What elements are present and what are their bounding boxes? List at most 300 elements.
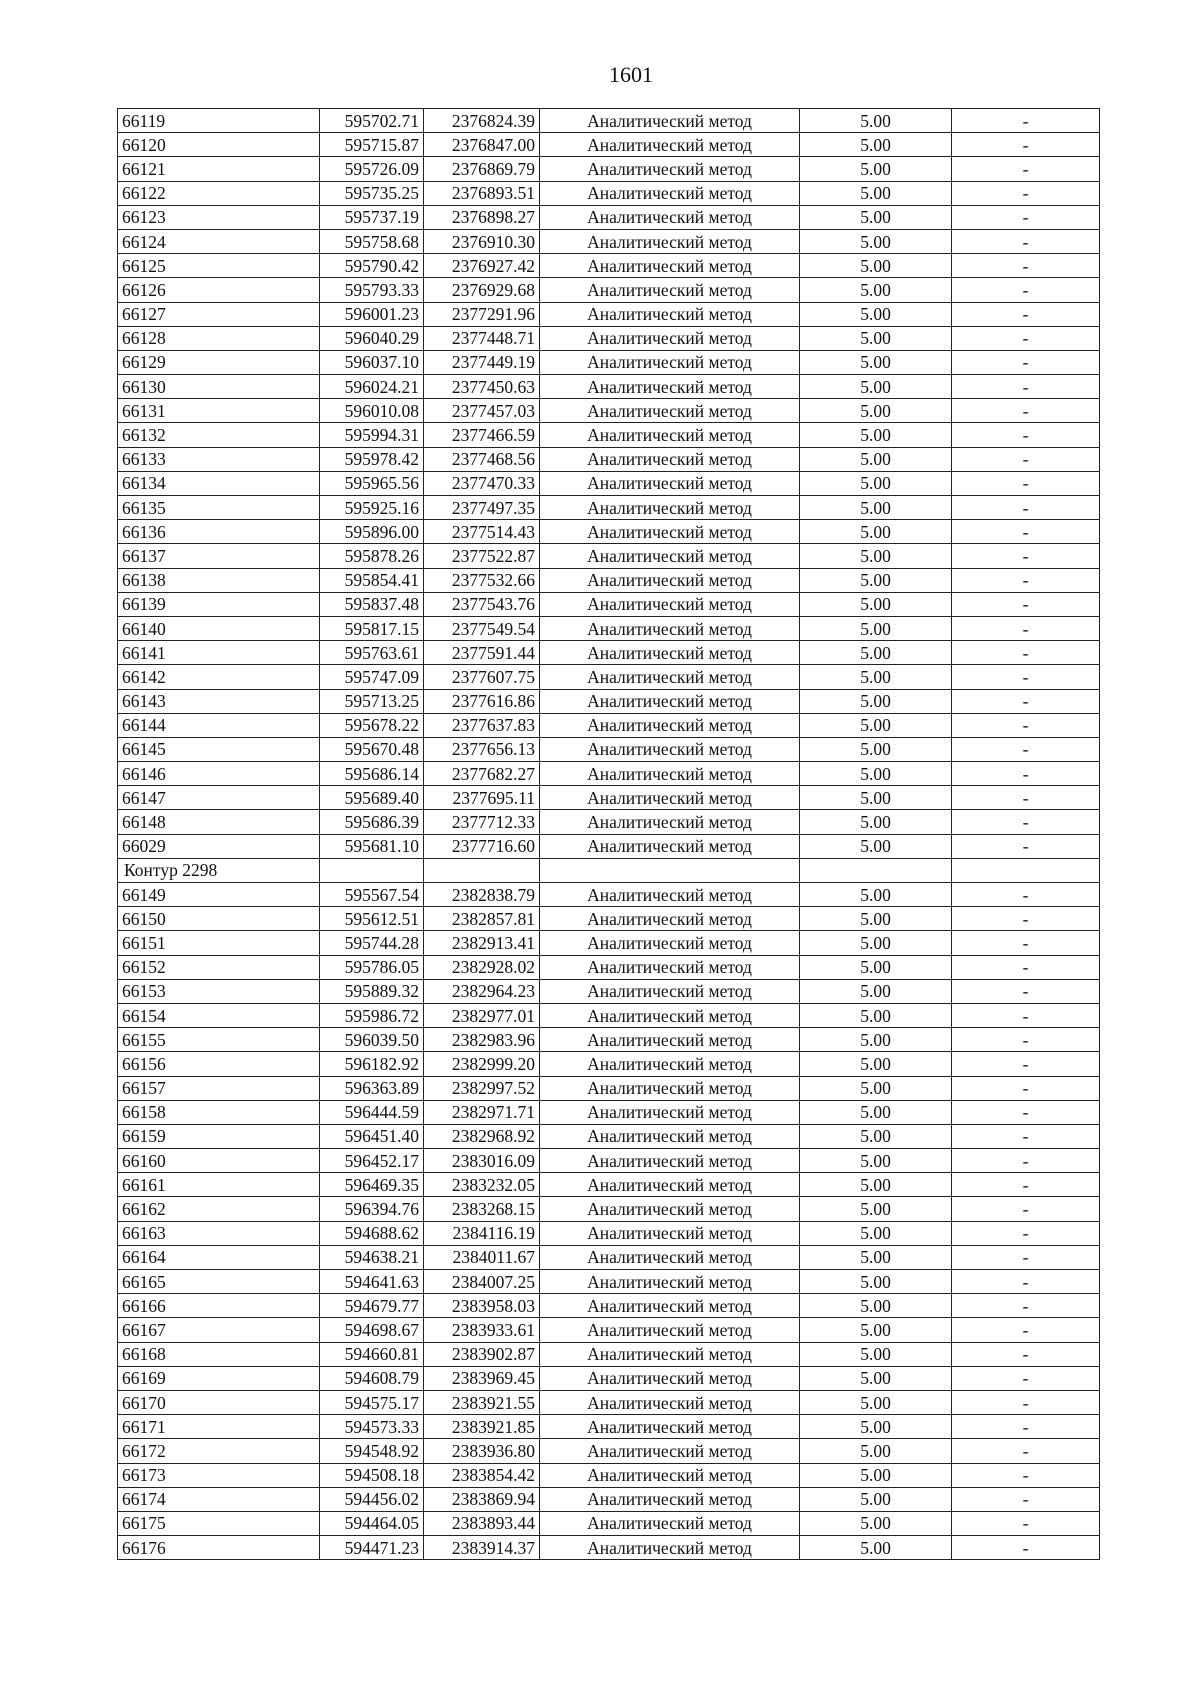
coordinate-y: 2384007.25 [424,1270,540,1294]
coordinate-y: 2382913.41 [424,931,540,955]
precision: 5.00 [800,1536,952,1560]
precision: 5.00 [800,762,952,786]
method: Аналитический метод [540,1390,800,1414]
precision: 5.00 [800,1149,952,1173]
note: - [952,1463,1100,1487]
point-id: 66160 [118,1149,320,1173]
method: Аналитический метод [540,1245,800,1269]
coordinate-x: 595678.22 [320,713,424,737]
coordinate-y: 2377449.19 [424,350,540,374]
method: Аналитический метод [540,1052,800,1076]
coordinate-y: 2377450.63 [424,375,540,399]
coordinate-x: 596010.08 [320,399,424,423]
point-id: 66157 [118,1076,320,1100]
point-id: 66169 [118,1366,320,1390]
table-row [118,278,1100,302]
coordinate-y: 2377591.44 [424,641,540,665]
coordinate-y: 2377682.27 [424,762,540,786]
coordinate-x: 594575.17 [320,1390,424,1414]
note: - [952,181,1100,205]
method: Аналитический метод [540,1270,800,1294]
point-id: 66125 [118,254,320,278]
coordinate-y: 2383914.37 [424,1536,540,1560]
coordinate-x: 595786.05 [320,955,424,979]
coordinate-y: 2377497.35 [424,496,540,520]
coordinate-x: 594508.18 [320,1463,424,1487]
point-id: 66155 [118,1028,320,1052]
coordinate-x: 596040.29 [320,326,424,350]
point-id: 66149 [118,883,320,907]
note: - [952,1366,1100,1390]
coordinate-x: 594638.21 [320,1245,424,1269]
method: Аналитический метод [540,375,800,399]
coordinate-y: 2376847.00 [424,133,540,157]
coordinate-y: 2382971.71 [424,1100,540,1124]
precision: 5.00 [800,1463,952,1487]
table-row [118,1028,1100,1052]
method: Аналитический метод [540,1003,800,1027]
note: - [952,254,1100,278]
note: - [952,109,1100,133]
precision: 5.00 [800,1076,952,1100]
precision: 5.00 [800,326,952,350]
method: Аналитический метод [540,1536,800,1560]
coordinate-y: 2383854.42 [424,1463,540,1487]
table-row [118,375,1100,399]
point-id: 66137 [118,544,320,568]
table-row [118,592,1100,616]
note: - [952,1536,1100,1560]
coordinate-x: 596394.76 [320,1197,424,1221]
table-row [118,471,1100,495]
method: Аналитический метод [540,544,800,568]
coordinate-x: 595735.25 [320,181,424,205]
method: Аналитический метод [540,520,800,544]
coordinate-x: 595744.28 [320,931,424,955]
table-row [118,1463,1100,1487]
precision: 5.00 [800,278,952,302]
method: Аналитический метод [540,471,800,495]
point-id: 66139 [118,592,320,616]
coordinate-x: 596037.10 [320,350,424,374]
table-row [118,1294,1100,1318]
method: Аналитический метод [540,762,800,786]
precision: 5.00 [800,375,952,399]
note: - [952,786,1100,810]
coordinate-x: 595994.31 [320,423,424,447]
point-id: 66170 [118,1390,320,1414]
coordinate-y: 2376929.68 [424,278,540,302]
coordinate-y: 2383921.55 [424,1390,540,1414]
point-id: 66142 [118,665,320,689]
coordinate-x: 596363.89 [320,1076,424,1100]
coordinate-y: 2382964.23 [424,979,540,1003]
coordinate-y: 2383268.15 [424,1197,540,1221]
note: - [952,665,1100,689]
note: - [952,375,1100,399]
coordinate-y: 2383232.05 [424,1173,540,1197]
point-id: 66119 [118,109,320,133]
coordinate-x: 595612.51 [320,907,424,931]
note: - [952,1221,1100,1245]
point-id: 66131 [118,399,320,423]
note: - [952,1415,1100,1439]
coordinate-x: 595837.48 [320,592,424,616]
note: - [952,133,1100,157]
table-row [118,1197,1100,1221]
method: Аналитический метод [540,1415,800,1439]
point-id: 66133 [118,447,320,471]
point-id: 66126 [118,278,320,302]
note: - [952,1149,1100,1173]
table-row [118,1511,1100,1535]
coordinate-x: 595965.56 [320,471,424,495]
precision: 5.00 [800,205,952,229]
precision: 5.00 [800,1342,952,1366]
method: Аналитический метод [540,254,800,278]
coordinate-x: 596451.40 [320,1124,424,1148]
method: Аналитический метод [540,1463,800,1487]
table-row [118,1270,1100,1294]
table-row [118,1124,1100,1148]
note: - [952,689,1100,713]
method: Аналитический метод [540,931,800,955]
coordinate-x: 594608.79 [320,1366,424,1390]
method: Аналитический метод [540,447,800,471]
point-id: 66140 [118,616,320,640]
note: - [952,496,1100,520]
point-id: 66123 [118,205,320,229]
table-row [118,762,1100,786]
precision: 5.00 [800,1366,952,1390]
coordinate-y: 2377457.03 [424,399,540,423]
table-row [118,157,1100,181]
empty-cell [800,858,952,882]
point-id: 66145 [118,737,320,761]
coordinate-y: 2377695.11 [424,786,540,810]
method: Аналитический метод [540,907,800,931]
point-id: 66129 [118,350,320,374]
precision: 5.00 [800,520,952,544]
method: Аналитический метод [540,713,800,737]
precision: 5.00 [800,399,952,423]
point-id: 66132 [118,423,320,447]
coordinate-y: 2376824.39 [424,109,540,133]
coordinate-y: 2382857.81 [424,907,540,931]
precision: 5.00 [800,641,952,665]
table-row [118,1076,1100,1100]
coordinate-x: 595925.16 [320,496,424,520]
note: - [952,326,1100,350]
coordinate-y: 2382928.02 [424,955,540,979]
method: Аналитический метод [540,883,800,907]
method: Аналитический метод [540,109,800,133]
precision: 5.00 [800,592,952,616]
note: - [952,1342,1100,1366]
note: - [952,762,1100,786]
empty-cell [320,858,424,882]
precision: 5.00 [800,568,952,592]
coordinate-y: 2383921.85 [424,1415,540,1439]
coordinate-x: 595854.41 [320,568,424,592]
note: - [952,810,1100,834]
method: Аналитический метод [540,689,800,713]
point-id: 66147 [118,786,320,810]
method: Аналитический метод [540,181,800,205]
coordinate-y: 2376898.27 [424,205,540,229]
method: Аналитический метод [540,641,800,665]
page-number: 1601 [609,62,653,87]
coordinate-x: 595737.19 [320,205,424,229]
note: - [952,350,1100,374]
coordinate-y: 2382999.20 [424,1052,540,1076]
coordinate-y: 2383969.45 [424,1366,540,1390]
note: - [952,641,1100,665]
method: Аналитический метод [540,1342,800,1366]
note: - [952,1052,1100,1076]
method: Аналитический метод [540,278,800,302]
note: - [952,1487,1100,1511]
precision: 5.00 [800,931,952,955]
precision: 5.00 [800,1052,952,1076]
method: Аналитический метод [540,1076,800,1100]
precision: 5.00 [800,1003,952,1027]
point-id: 66158 [118,1100,320,1124]
method: Аналитический метод [540,1173,800,1197]
note: - [952,447,1100,471]
coordinate-x: 595889.32 [320,979,424,1003]
coordinate-x: 595567.54 [320,883,424,907]
coordinate-x: 595978.42 [320,447,424,471]
point-id: 66134 [118,471,320,495]
precision: 5.00 [800,1028,952,1052]
coordinate-x: 596469.35 [320,1173,424,1197]
point-id: 66152 [118,955,320,979]
table-row [118,1173,1100,1197]
precision: 5.00 [800,350,952,374]
table-row [118,109,1100,133]
note: - [952,737,1100,761]
table-row [118,979,1100,1003]
coordinate-y: 2376869.79 [424,157,540,181]
point-id: 66135 [118,496,320,520]
method: Аналитический метод [540,399,800,423]
table-row [118,713,1100,737]
point-id: 66159 [118,1124,320,1148]
precision: 5.00 [800,1294,952,1318]
note: - [952,907,1100,931]
point-id: 66150 [118,907,320,931]
precision: 5.00 [800,1124,952,1148]
coordinate-x: 595790.42 [320,254,424,278]
note: - [952,1124,1100,1148]
coordinate-y: 2377716.60 [424,834,540,858]
note: - [952,979,1100,1003]
method: Аналитический метод [540,1511,800,1535]
method: Аналитический метод [540,955,800,979]
coordinate-x: 595986.72 [320,1003,424,1027]
point-id: 66164 [118,1245,320,1269]
coordinate-x: 595681.10 [320,834,424,858]
coordinate-y: 2377712.33 [424,810,540,834]
precision: 5.00 [800,544,952,568]
table-row [118,1100,1100,1124]
coordinate-y: 2382838.79 [424,883,540,907]
coordinate-y: 2376927.42 [424,254,540,278]
coordinate-y: 2377466.59 [424,423,540,447]
precision: 5.00 [800,1390,952,1414]
method: Аналитический метод [540,592,800,616]
coordinate-x: 594464.05 [320,1511,424,1535]
point-id: 66171 [118,1415,320,1439]
coordinate-x: 595817.15 [320,616,424,640]
precision: 5.00 [800,1221,952,1245]
table-row [118,616,1100,640]
note: - [952,399,1100,423]
coordinate-x: 595689.40 [320,786,424,810]
coordinate-x: 594698.67 [320,1318,424,1342]
note: - [952,302,1100,326]
point-id: 66154 [118,1003,320,1027]
table-row [118,1366,1100,1390]
table-row [118,1487,1100,1511]
coordinate-x: 595896.00 [320,520,424,544]
coordinate-y: 2377468.56 [424,447,540,471]
note: - [952,834,1100,858]
point-id: 66167 [118,1318,320,1342]
table-row [118,737,1100,761]
method: Аналитический метод [540,1366,800,1390]
method: Аналитический метод [540,810,800,834]
table-row [118,520,1100,544]
coordinate-y: 2383869.94 [424,1487,540,1511]
precision: 5.00 [800,1415,952,1439]
method: Аналитический метод [540,302,800,326]
coordinate-x: 594456.02 [320,1487,424,1511]
note: - [952,592,1100,616]
note: - [952,1173,1100,1197]
note: - [952,1270,1100,1294]
method: Аналитический метод [540,1439,800,1463]
coordinate-x: 596444.59 [320,1100,424,1124]
point-id: 66141 [118,641,320,665]
table-row [118,1245,1100,1269]
table-row [118,133,1100,157]
table-row [118,350,1100,374]
point-id: 66174 [118,1487,320,1511]
coordinate-y: 2382983.96 [424,1028,540,1052]
table-row [118,544,1100,568]
precision: 5.00 [800,665,952,689]
method: Аналитический метод [540,737,800,761]
coordinate-y: 2383893.44 [424,1511,540,1535]
precision: 5.00 [800,1270,952,1294]
table-row [118,883,1100,907]
method: Аналитический метод [540,1124,800,1148]
table-row [118,665,1100,689]
coordinate-x: 594471.23 [320,1536,424,1560]
method: Аналитический метод [540,665,800,689]
coordinate-x: 595763.61 [320,641,424,665]
precision: 5.00 [800,496,952,520]
point-id: 66121 [118,157,320,181]
coordinate-x: 594641.63 [320,1270,424,1294]
point-id: 66148 [118,810,320,834]
method: Аналитический метод [540,496,800,520]
coordinate-y: 2383016.09 [424,1149,540,1173]
table-row [118,254,1100,278]
table-row [118,326,1100,350]
coordinate-y: 2377607.75 [424,665,540,689]
point-id: 66176 [118,1536,320,1560]
method: Аналитический метод [540,133,800,157]
precision: 5.00 [800,471,952,495]
table-row [118,1052,1100,1076]
method: Аналитический метод [540,616,800,640]
method: Аналитический метод [540,326,800,350]
note: - [952,931,1100,955]
precision: 5.00 [800,810,952,834]
precision: 5.00 [800,1511,952,1535]
table-row [118,1003,1100,1027]
method: Аналитический метод [540,786,800,810]
point-id: 66130 [118,375,320,399]
precision: 5.00 [800,907,952,931]
note: - [952,278,1100,302]
empty-cell [540,858,800,882]
method: Аналитический метод [540,229,800,253]
note: - [952,616,1100,640]
method: Аналитический метод [540,1197,800,1221]
method: Аналитический метод [540,157,800,181]
coordinate-y: 2383902.87 [424,1342,540,1366]
point-id: 66136 [118,520,320,544]
note: - [952,1003,1100,1027]
point-id: 66122 [118,181,320,205]
point-id: 66146 [118,762,320,786]
table-row [118,1390,1100,1414]
method: Аналитический метод [540,350,800,374]
precision: 5.00 [800,302,952,326]
coordinate-y: 2376910.30 [424,229,540,253]
precision: 5.00 [800,1245,952,1269]
precision: 5.00 [800,1439,952,1463]
table-row [118,568,1100,592]
method: Аналитический метод [540,205,800,229]
table-row [118,786,1100,810]
coordinate-x: 595747.09 [320,665,424,689]
table-row [118,810,1100,834]
point-id: 66143 [118,689,320,713]
method: Аналитический метод [540,1149,800,1173]
point-id: 66153 [118,979,320,1003]
point-id: 66127 [118,302,320,326]
precision: 5.00 [800,254,952,278]
method: Аналитический метод [540,1294,800,1318]
coordinate-x: 596024.21 [320,375,424,399]
coordinate-x: 594679.77 [320,1294,424,1318]
table-row [118,399,1100,423]
point-id: 66128 [118,326,320,350]
precision: 5.00 [800,955,952,979]
table-row [118,302,1100,326]
note: - [952,544,1100,568]
point-id: 66163 [118,1221,320,1245]
method: Аналитический метод [540,568,800,592]
table-row [118,931,1100,955]
coordinate-x: 595758.68 [320,229,424,253]
coordinate-y: 2377470.33 [424,471,540,495]
